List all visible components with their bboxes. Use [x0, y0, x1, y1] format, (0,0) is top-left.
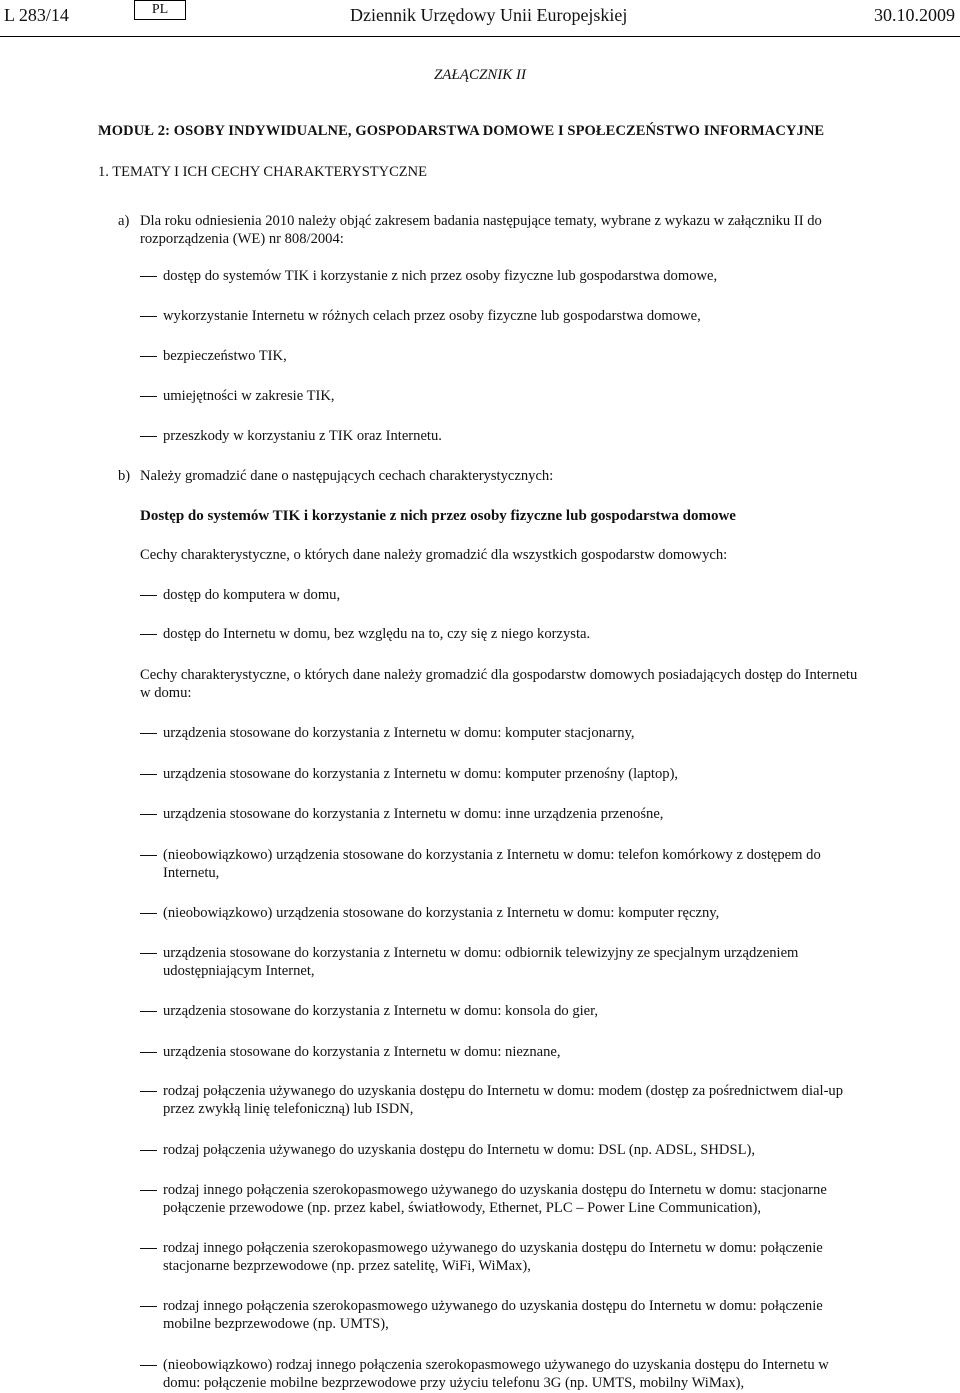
list-item: urządzenia stosowane do korzystania z Internetu w domu: konsola do gier, — [163, 1003, 599, 1019]
intro-paragraph: Cechy charakterystyczne, o których dane należy gromadzić dla wszystkich gospodarstw domowych: — [140, 547, 728, 563]
list-item: dostęp do systemów TIK i korzystanie z nich przez osoby fizyczne lub gospodarstwa domowe, — [163, 268, 718, 284]
list-item: urządzenia stosowane do korzystania z Internetu w domu: komputer stacjonarny, — [163, 725, 635, 741]
intro-paragraph: Cechy charakterystyczne, o których dane należy gromadzić dla gospodarstw domowych posiadających dostęp do Internetu w domu: — [140, 667, 858, 701]
section-title: 1. TEMATY I ICH CECHY CHARAKTERYSTYCZNE — [98, 164, 427, 180]
list-item: dostęp do Internetu w domu, bez względu na to, czy się z niego korzysta. — [163, 626, 591, 642]
list-item: rodzaj innego połączenia szerokopasmowego używanego do uzyskania dostępu do Internetu w domu: połączenie stacjonarne bezprzewodowe (np. przez satelitę, WiFi, WiMax), — [163, 1240, 823, 1274]
annex-title: ZAŁĄCZNIK II — [433, 67, 527, 83]
list-item: rodzaj innego połączenia szerokopasmowego używanego do uzyskania dostępu do Internetu w domu: połączenie mobilne bezprzewodowe (np. UMTS), — [163, 1298, 823, 1332]
list-item: urządzenia stosowane do korzystania z Internetu w domu: komputer przenośny (laptop), — [163, 766, 679, 782]
list-item: rodzaj innego połączenia szerokopasmowego używanego do uzyskania dostępu do Internetu w domu: stacjonarne połączenie przewodowe (np. przez kabel, światłowody, Ethernet, PLC – Power Line Communication), — [163, 1182, 827, 1216]
list-item: (nieobowiązkowo) rodzaj innego połączenia szerokopasmowego używanego do uzyskania dostępu do Internetu w domu: połączenie mobilne bezprzewodowe przy użyciu telefonu 3G (np. UMTS, mobilny WiMax), — [163, 1357, 829, 1391]
page-header — [0, 0, 960, 37]
language-badge: PL — [134, 0, 186, 20]
item-b-label: b) — [118, 468, 131, 484]
list-item: umiejętności w zakresie TIK, — [163, 388, 335, 404]
list-item: urządzenia stosowane do korzystania z Internetu w domu: odbiornik telewizyjny ze specjalnym urządzeniem udostępniającym Internet, — [163, 945, 799, 979]
item-a-text: Dla roku odniesienia 2010 należy objąć zakresem badania następujące tematy, wybrane z wykazu w załączniku II do rozporządzenia (WE) nr 808/2004: — [140, 213, 822, 247]
list-item: urządzenia stosowane do korzystania z Internetu w domu: inne urządzenia przenośne, — [163, 806, 664, 822]
publication-date: 30.10.2009 — [874, 5, 955, 25]
list-item: (nieobowiązkowo) urządzenia stosowane do korzystania z Internetu w domu: telefon komórkowy z dostępem do Internetu, — [163, 847, 821, 881]
module-title: MODUŁ 2: OSOBY INDYWIDUALNE, GOSPODARSTWA DOMOWE I SPOŁECZEŃSTWO INFORMACYJNE — [98, 123, 825, 139]
list-item: rodzaj połączenia używanego do uzyskania dostępu do Internetu w domu: modem (dostęp za pośrednictwem dial-up przez zwykłą linię telefoniczną) lub ISDN, — [163, 1083, 844, 1117]
item-b-text: Należy gromadzić dane o następujących cechach charakterystycznych: — [140, 468, 554, 484]
journal-title: Dziennik Urzędowy Unii Europejskiej — [350, 5, 628, 25]
subheading: Dostęp do systemów TIK i korzystanie z nich przez osoby fizyczne lub gospodarstwa domowe — [140, 508, 736, 524]
list-item: przeszkody w korzystaniu z TIK oraz Internetu. — [163, 428, 442, 444]
page-reference: L 283/14 — [4, 5, 69, 25]
item-a-label: a) — [118, 213, 130, 229]
list-item: (nieobowiązkowo) urządzenia stosowane do korzystania z Internetu w domu: komputer ręczny, — [163, 905, 720, 921]
list-item: wykorzystanie Internetu w różnych celach przez osoby fizyczne lub gospodarstwa domowe, — [163, 308, 701, 324]
list-item: dostęp do komputera w domu, — [163, 587, 341, 603]
list-item: bezpieczeństwo TIK, — [163, 348, 287, 364]
list-item: urządzenia stosowane do korzystania z Internetu w domu: nieznane, — [163, 1044, 561, 1060]
list-item: rodzaj połączenia używanego do uzyskania dostępu do Internetu w domu: DSL (np. ADSL, SHDSL), — [163, 1142, 756, 1158]
